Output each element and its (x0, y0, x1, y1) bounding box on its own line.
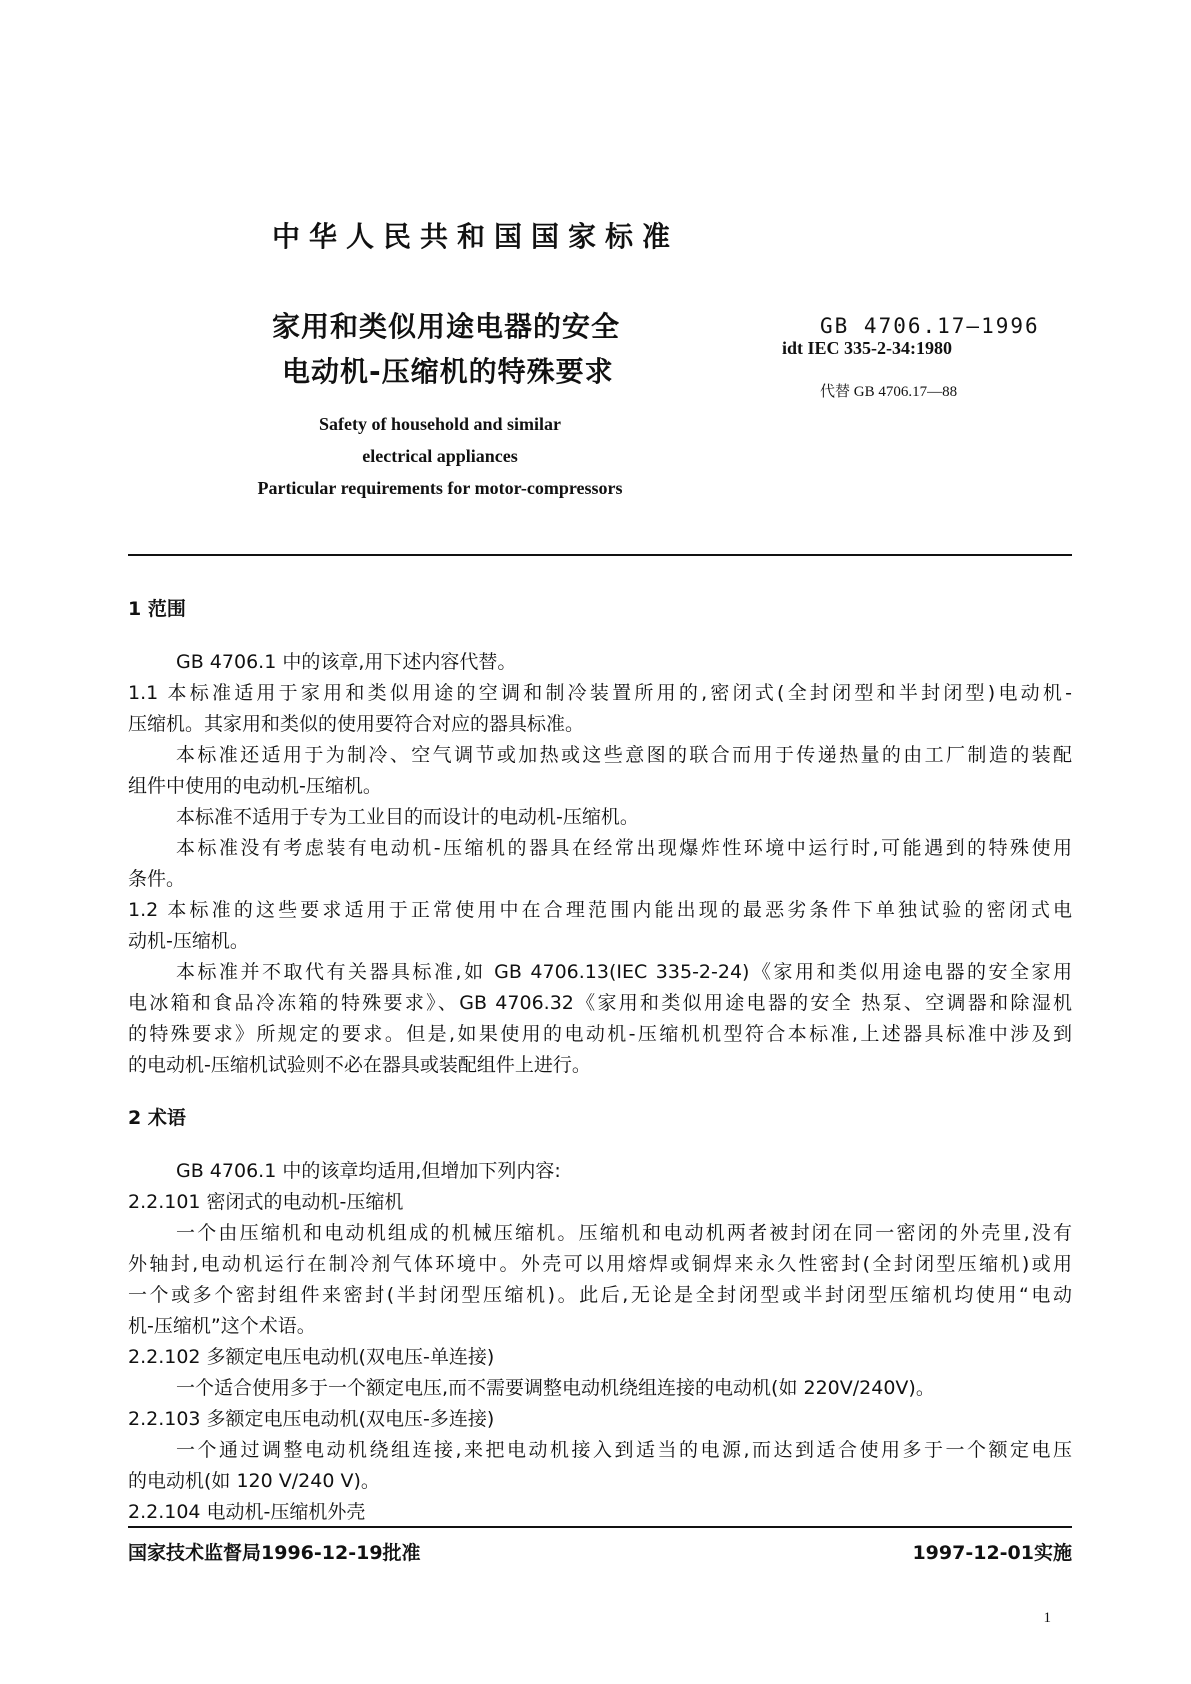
footer-divider (128, 1526, 1072, 1528)
title-zh-line2: 电动机-压缩机的特殊要求 (282, 355, 614, 388)
text-line: 动机-压缩机。 (128, 930, 249, 952)
text-line: 的特殊要求》所规定的要求。但是,如果使用的电动机-压缩机机型符合本标准,上述器具标准中涉及到 (128, 1023, 1072, 1045)
text-line: 本标准并不取代有关器具标准,如 GB 4706.13(IEC 335-2-24)《家用和类似用途电器的安全家用 (176, 961, 1072, 983)
text-line: 条件。 (128, 868, 186, 890)
title-en-line1: Safety of household and similar (318, 414, 562, 434)
text-line: 电冰箱和食品冷冻箱的特殊要求》、GB 4706.32《家用和类似用途电器的安全 热泵、空调器和除湿机 (128, 992, 1072, 1014)
text-line: 1.1 本标准适用于家用和类似用途的空调和制冷装置所用的,密闭式(全封闭型和半封闭型)电动机- (128, 682, 1072, 704)
title-en-line2: electrical appliances (362, 446, 518, 466)
section-1-heading: 1 范围 (128, 598, 186, 620)
text-line: GB 4706.1 中的该章均适用,但增加下列内容: (176, 1160, 561, 1182)
text-line: 2.2.101 密闭式的电动机-压缩机 (128, 1191, 404, 1213)
header-divider (128, 554, 1072, 556)
text-line: 2.2.103 多额定电压电动机(双电压-多连接) (128, 1408, 495, 1430)
text-line: 2.2.102 多额定电压电动机(双电压-单连接) (128, 1346, 495, 1368)
text-line: 本标准不适用于专为工业目的而设计的电动机-压缩机。 (176, 806, 639, 828)
text-line: 组件中使用的电动机-压缩机。 (128, 775, 382, 797)
document-body (128, 580, 1072, 1528)
page-number: 1 (1043, 1610, 1051, 1626)
text-line: 机-压缩机”这个术语。 (128, 1315, 316, 1337)
text-line: 的电动机-压缩机试验则不必在器具或装配组件上进行。 (128, 1054, 591, 1076)
section-2-content (128, 1156, 1072, 1528)
text-line: 一个通过调整电动机绕组连接,来把电动机接入到适当的电源,而达到适合使用多于一个额定电压 (176, 1439, 1072, 1461)
text-line: 一个由压缩机和电动机组成的机械压缩机。压缩机和电动机两者被封闭在同一密闭的外壳里,没有 (176, 1222, 1072, 1244)
national-standard-header: 中华人民共和国国家标准 (272, 220, 680, 253)
text-line: 本标准没有考虑装有电动机-压缩机的器具在经常出现爆炸性环境中运行时,可能遇到的特殊使用 (176, 837, 1072, 859)
text-line: 2.2.104 电动机-压缩机外壳 (128, 1501, 366, 1523)
replaces-code: 代替 GB 4706.17—88 (820, 384, 958, 400)
idt-code: idt IEC 335-2-34:1980 (782, 338, 952, 358)
text-line: 的电动机(如 120 V/240 V)。 (128, 1470, 380, 1492)
text-line: 压缩机。其家用和类似的使用要符合对应的器具标准。 (128, 713, 585, 735)
text-line: 一个或多个密封组件来密封(半封闭型压缩机)。此后,无论是全封闭型或半封闭型压缩机均使用“电动 (128, 1284, 1072, 1306)
effective-date: 1997-12-01实施 (912, 1542, 1072, 1564)
text-line: 本标准还适用于为制冷、空气调节或加热或这些意图的联合而用于传递热量的由工厂制造的装配 (176, 744, 1072, 766)
text-line: 1.2 本标准的这些要求适用于正常使用中在合理范围内能出现的最恶劣条件下单独试验的密闭式电 (128, 899, 1072, 921)
text-line: 外轴封,电动机运行在制冷剂气体环境中。外壳可以用熔焊或铜焊来永久性密封(全封闭型压缩机)或用 (128, 1253, 1072, 1275)
text-line: GB 4706.1 中的该章,用下述内容代替。 (176, 651, 517, 673)
standard-code: GB 4706.17—1996 (820, 314, 1040, 338)
title-en-line3: Particular requirements for motor-compressors (257, 478, 623, 498)
title-zh-line1: 家用和类似用途电器的安全 (272, 310, 621, 343)
section-2-heading: 2 术语 (128, 1107, 186, 1129)
text-line: 一个适合使用多于一个额定电压,而不需要调整电动机绕组连接的电动机(如 220V/240V)。 (176, 1377, 935, 1399)
section-1-content (128, 647, 1072, 1081)
approval-date: 国家技术监督局1996-12-19批准 (128, 1542, 421, 1564)
